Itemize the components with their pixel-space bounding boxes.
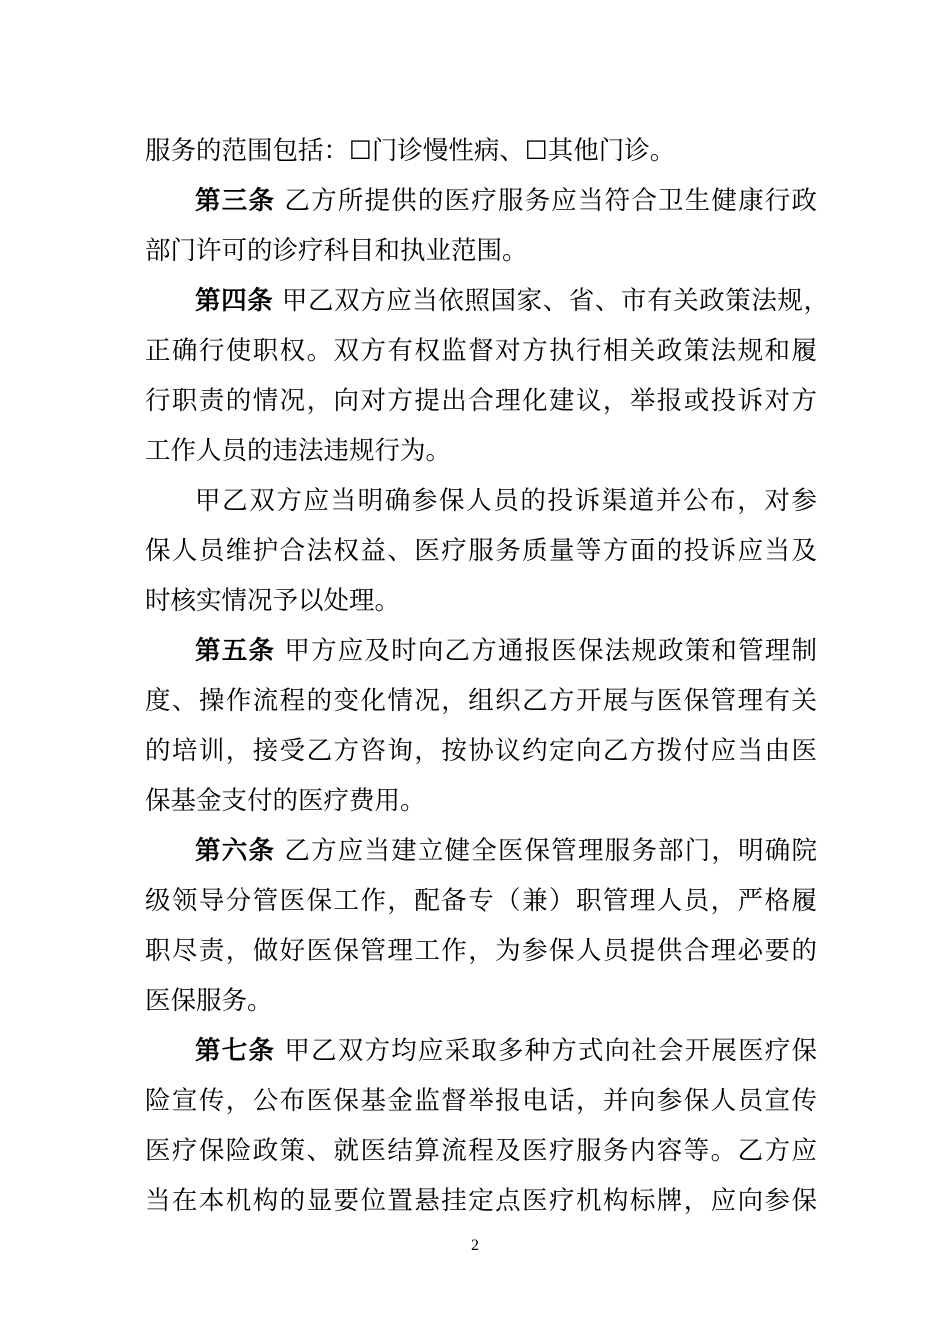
article-4-line: 工作人员的违法违规行为。 [145, 436, 452, 466]
article-5-first-line [195, 636, 817, 666]
article-4-line: 行职责的情况，向对方提出合理化建议，举报或投诉对方 [145, 386, 817, 416]
article-5-line: 的培训，接受乙方咨询，按协议约定向乙方拨付应当由医 [145, 736, 817, 766]
article-4-para2-line: 甲乙双方应当明确参保人员的投诉渠道并公布，对参 [195, 486, 817, 516]
article-5-text: 甲方应及时向乙方通报医保法规政策和管理制 [284, 636, 817, 666]
article-7-first-line [195, 1036, 817, 1066]
intro-line: 服务的范围包括：☐门诊慢性病、☐其他门诊。 [145, 136, 676, 166]
article-5-label: 第五条 [195, 636, 276, 666]
article-4-para2-line: 保人员维护合法权益、医疗服务质量等方面的投诉应当及 [145, 536, 817, 566]
article-4-first-line [195, 286, 829, 316]
article-7-label: 第七条 [195, 1036, 276, 1066]
article-6-text: 乙方应当建立健全医保管理服务部门，明确院 [284, 836, 817, 866]
article-7-line: 医疗保险政策、就医结算流程及医疗服务内容等。乙方应 [145, 1136, 817, 1166]
article-5-line: 保基金支付的医疗费用。 [145, 786, 426, 816]
article-7-line: 险宣传，公布医保基金监督举报电话，并向参保人员宣传 [145, 1086, 817, 1116]
article-6-line: 医保服务。 [145, 986, 273, 1016]
article-4-label: 第四条 [195, 286, 274, 316]
article-4-para2-line: 时核实情况予以处理。 [145, 586, 401, 616]
article-5-line: 度、操作流程的变化情况，组织乙方开展与医保管理有关 [145, 686, 817, 716]
article-6-line: 职尽责，做好医保管理工作，为参保人员提供合理必要的 [145, 936, 817, 966]
article-7-text: 甲乙双方均应采取多种方式向社会开展医疗保 [284, 1036, 817, 1066]
article-6-line: 级领导分管医保工作，配备专（兼）职管理人员，严格履 [145, 886, 817, 916]
article-6-label: 第六条 [195, 836, 276, 866]
article-6-first-line [195, 836, 817, 866]
article-4-text: 甲乙双方应当依照国家、省、市有关政策法规， [281, 286, 829, 316]
page-number: 2 [471, 1237, 479, 1254]
article-3-text: 乙方所提供的医疗服务应当符合卫生健康行政 [284, 186, 817, 216]
article-3-label: 第三条 [195, 186, 276, 216]
article-3-first-line [195, 186, 817, 216]
article-4-line: 正确行使职权。双方有权监督对方执行相关政策法规和履 [145, 336, 817, 366]
article-3-line: 部门许可的诊疗科目和执业范围。 [145, 236, 528, 266]
article-7-line: 当在本机构的显要位置悬挂定点医疗机构标牌，应向参保 [145, 1186, 817, 1216]
